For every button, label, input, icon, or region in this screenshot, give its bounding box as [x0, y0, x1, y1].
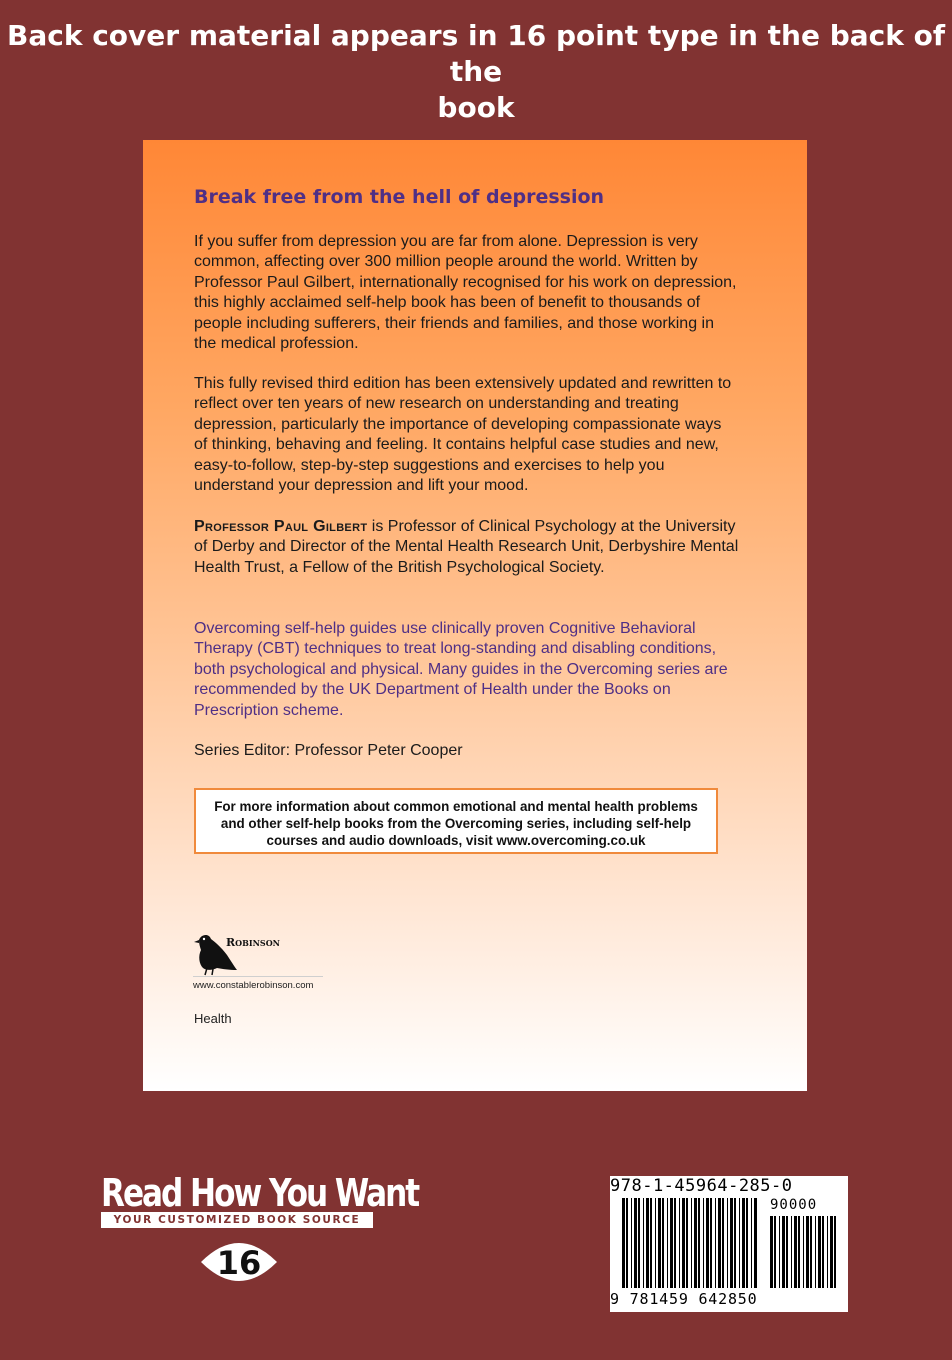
point-size-eye-icon [199, 1234, 279, 1290]
rhyw-tagline: YOUR CUSTOMIZED BOOK SOURCE [101, 1212, 373, 1228]
rhyw-logo [101, 1170, 419, 1228]
book-category: Health [194, 1011, 232, 1026]
publisher-url: www.constablerobinson.com [193, 980, 314, 991]
rhyw-brand: Read How You Want [101, 1171, 419, 1215]
series-paragraph: Overcoming self-help guides use clinically proven Cognitive Behavioral Therapy (CBT) techniques to treat long-standing and disabling conditions, both psychological and physical. Many guides in the Overcoming series are recommended by the UK Department of Health under the Books on Prescription scheme. [194, 620, 728, 719]
page-header [0, 18, 952, 126]
intro-paragraph: If you suffer from depression you are far from alone. Depression is very common, affecting over 300 million people around the world. Written by Professor Paul Gilbert, internationally recognised for his work on depression, this highly acclaimed self-help book has been of benefit to thousands of people including sufferers, their friends and families, and those working in the medical profession. [194, 233, 737, 353]
isbn-number: 978-1-45964-285-0 [610, 1176, 793, 1196]
barcode-label [610, 1176, 848, 1312]
edition-paragraph: This fully revised third edition has been extensively updated and rewritten to reflect over ten years of new research on understanding and treating depression, particularly the importance of developing compassionate ways of thinking, behaving and feeling. It contains helpful case studies and new, easy-to-follow, step-by-step suggestions and exercises to help you understand your depression and lift your mood. [194, 375, 732, 495]
back-cover [143, 140, 807, 1091]
publisher-name: Robinson [226, 936, 280, 949]
series-editor: Series Editor: Professor Peter Cooper [194, 742, 463, 759]
info-box: For more information about common emotional and mental health problems and other self-help books from the Overcoming series, including self-help courses and audio downloads, visit www.overcoming.co.uk [194, 788, 718, 854]
price-code: 90000 [770, 1197, 818, 1213]
author-bio: is Professor of Clinical Psychology at the University of Derby and Director of the Mental Health Research Unit, Derbyshire Mental Health Trust, a Fellow of the British Psychological Society. [194, 518, 739, 576]
cover-title: Break free from the hell of depression [194, 186, 605, 208]
header-line-2: book [437, 91, 515, 124]
author-paragraph [194, 517, 739, 578]
logo-divider [193, 976, 323, 977]
point-size-label: 16 [216, 1244, 262, 1282]
barcode-digits: 9 781459 642850 [610, 1290, 758, 1308]
author-name: Professor Paul Gilbert [194, 518, 368, 535]
header-line-1: Back cover material appears in 16 point type in the back of the [6, 19, 946, 88]
